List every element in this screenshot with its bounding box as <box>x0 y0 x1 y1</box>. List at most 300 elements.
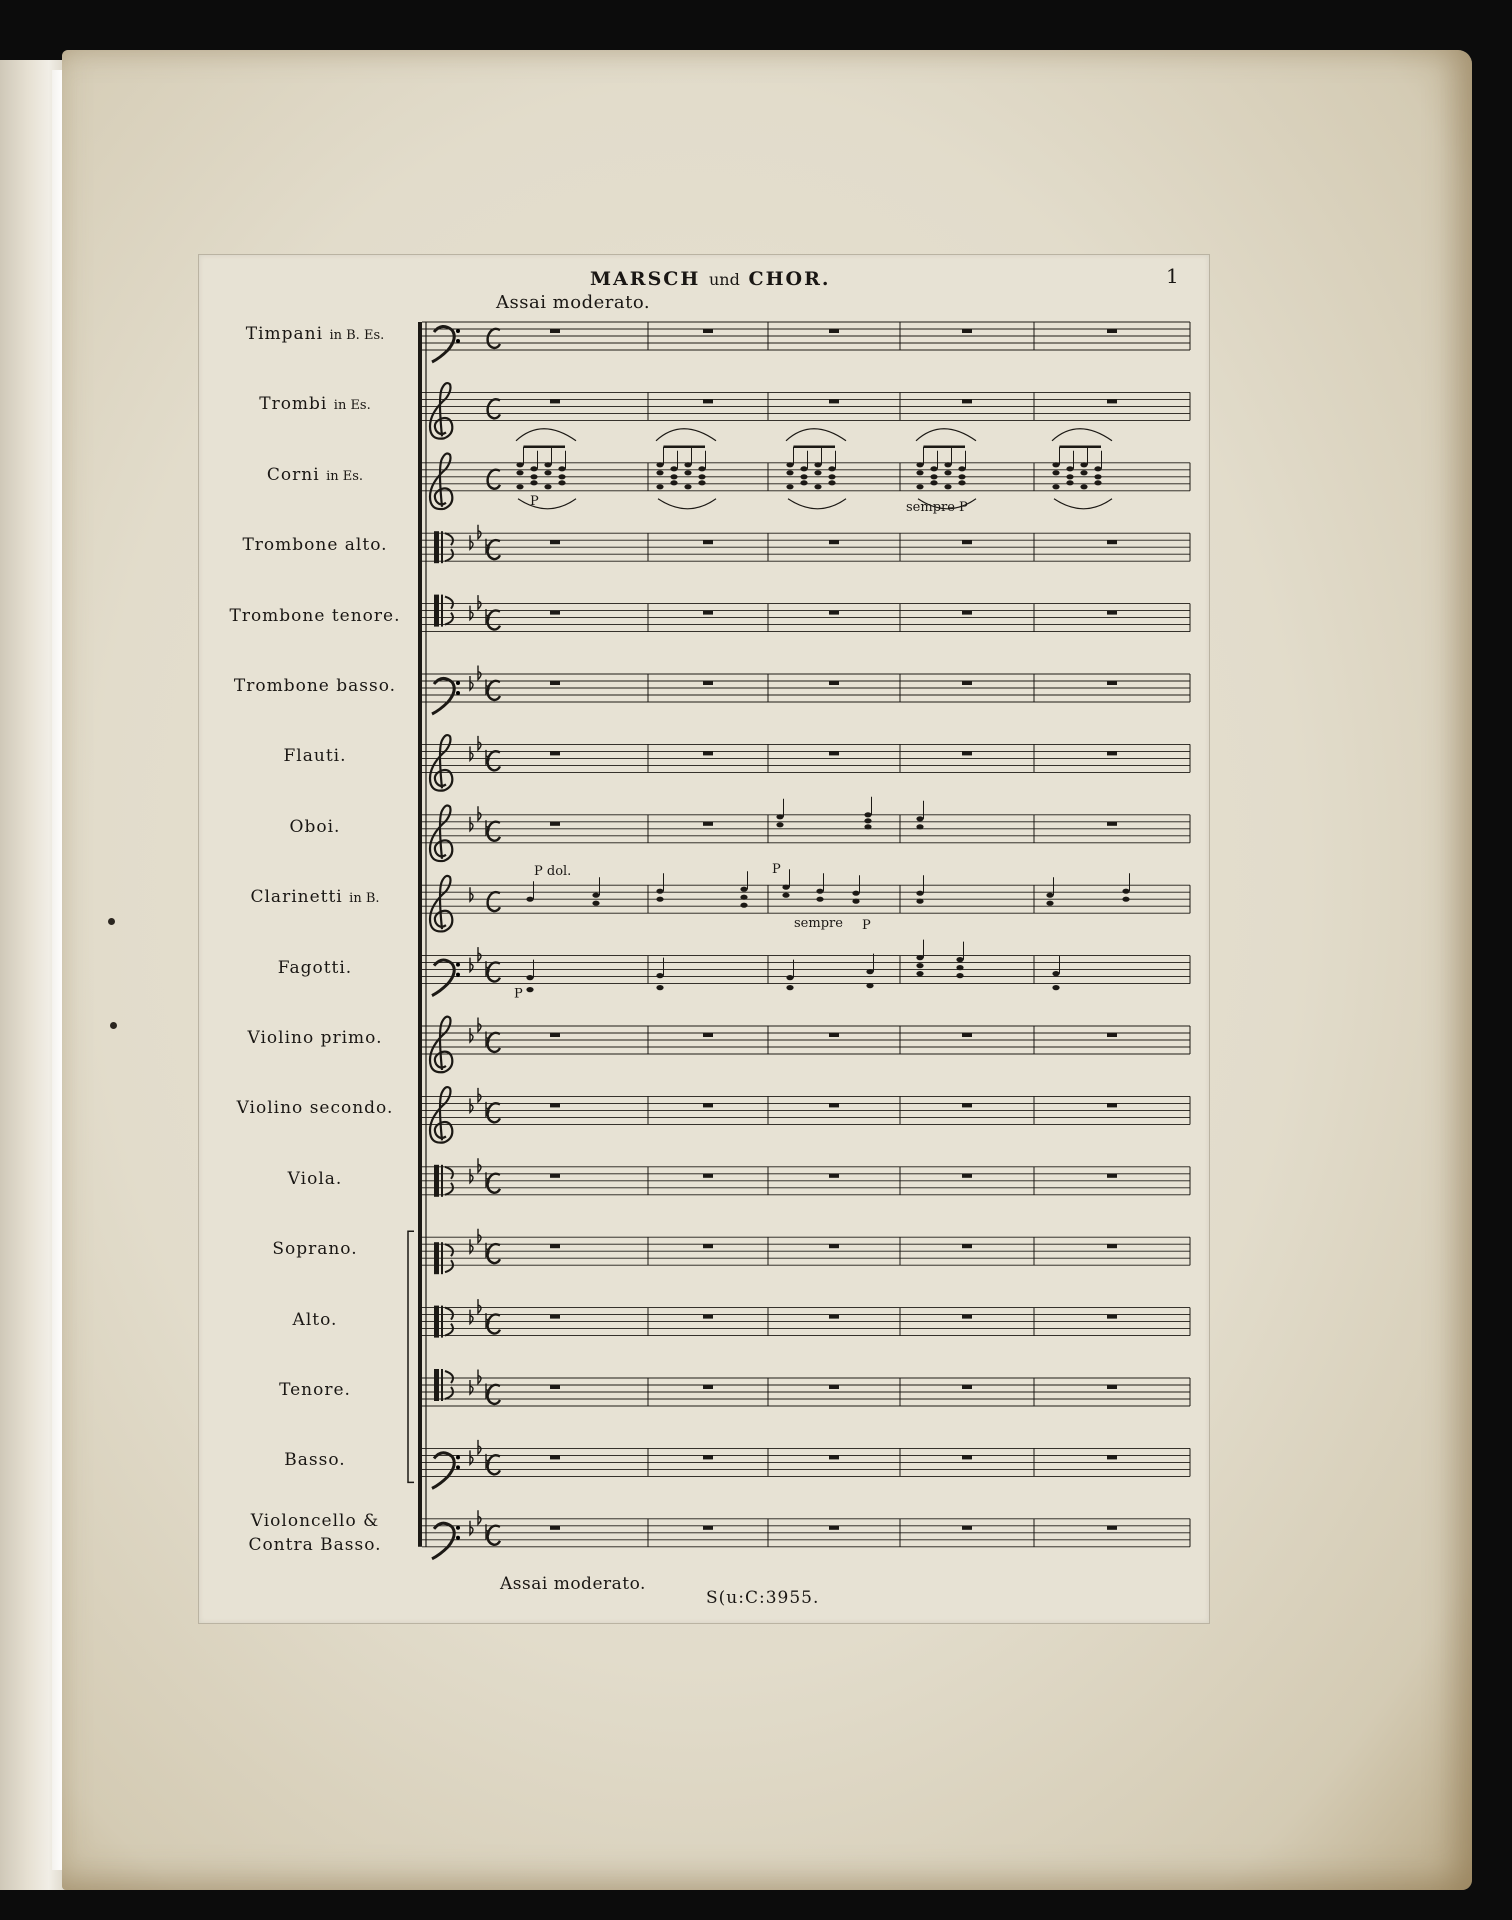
corni-notes <box>558 474 565 479</box>
common-time <box>488 329 500 348</box>
bass-clef-dot <box>456 1465 460 1469</box>
c-clef-bar <box>434 1369 439 1401</box>
whole-rest <box>550 1033 560 1037</box>
fagotti-notes <box>916 963 923 968</box>
corni-notes-slur <box>916 429 976 509</box>
common-time <box>488 399 500 418</box>
whole-rest <box>1107 1033 1117 1037</box>
whole-rest <box>550 681 560 685</box>
corni-notes <box>558 480 565 485</box>
corni-notes <box>828 466 835 471</box>
oboi-notes <box>864 812 871 817</box>
bass-clef-dot <box>456 691 460 695</box>
corni-notes <box>944 462 951 467</box>
corni-notes <box>786 470 793 475</box>
corni-notes <box>656 462 663 467</box>
corni-notes <box>516 470 523 475</box>
whole-rest <box>703 399 713 403</box>
corni-notes <box>516 484 523 489</box>
fagotti-notes <box>526 975 533 980</box>
corni-notes <box>1052 470 1059 475</box>
whole-rest <box>962 399 972 403</box>
whole-rest <box>550 399 560 403</box>
whole-rest <box>829 1174 839 1178</box>
whole-rest <box>703 1455 713 1459</box>
oboi-notes <box>916 824 923 829</box>
fagotti-notes <box>656 985 663 990</box>
choir-bracket <box>408 1231 414 1482</box>
corni-notes <box>1094 466 1101 471</box>
flat-sign <box>470 1521 473 1535</box>
whole-rest <box>550 1244 560 1248</box>
corni-notes <box>1066 480 1073 485</box>
clarinetti-notes <box>816 897 823 902</box>
whole-rest <box>829 540 839 544</box>
flat-sign <box>478 1158 481 1172</box>
bass-clef-dot <box>456 339 460 343</box>
flat-sign <box>478 1018 481 1032</box>
whole-rest <box>703 1315 713 1319</box>
whole-rest <box>1107 822 1117 826</box>
instrument-name: Timpani <box>245 324 324 344</box>
whole-rest <box>703 329 713 333</box>
corni-notes <box>1080 462 1087 467</box>
corni-notes <box>698 480 705 485</box>
whole-rest <box>550 751 560 755</box>
common-time <box>488 681 500 700</box>
c-clef-bar <box>441 531 443 563</box>
flat-sign <box>478 806 481 820</box>
corni-notes <box>530 480 537 485</box>
common-time <box>488 1526 500 1545</box>
whole-rest <box>703 1174 713 1178</box>
instrument-name: Fagotti. <box>277 957 353 978</box>
whole-rest <box>962 1244 972 1248</box>
corni-notes <box>670 466 677 471</box>
treble-clef <box>430 1017 452 1073</box>
instrument-detail: in Es. <box>326 468 364 484</box>
whole-rest <box>829 681 839 685</box>
clarinetti-notes <box>1122 897 1129 902</box>
clarinetti-notes <box>782 893 789 898</box>
whole-rest <box>703 1103 713 1107</box>
oboi-notes <box>776 822 783 827</box>
instrument-detail: in Es. <box>333 398 371 414</box>
whole-rest <box>550 1174 560 1178</box>
fagotti-notes <box>956 965 963 970</box>
corni-notes <box>800 466 807 471</box>
whole-rest <box>703 1244 713 1248</box>
instrument-name: Trombone basso. <box>233 676 397 696</box>
fagotti-notes <box>916 971 923 976</box>
whole-rest <box>550 329 560 333</box>
corni-notes <box>786 462 793 467</box>
fagotti-notes <box>656 973 663 978</box>
corni-notes <box>670 474 677 479</box>
clarinetti-notes <box>782 885 789 890</box>
fagotti-notes <box>956 973 963 978</box>
instrument-name: Corni <box>266 464 320 485</box>
instrument-name: Oboi. <box>289 816 341 837</box>
whole-rest <box>1107 1385 1117 1389</box>
c-clef-bar <box>434 531 439 563</box>
corni-notes <box>544 470 551 475</box>
whole-rest <box>1107 751 1117 755</box>
oboi-notes <box>864 818 871 823</box>
clarinetti-notes <box>592 893 599 898</box>
flat-sign <box>470 535 473 549</box>
corni-notes <box>544 484 551 489</box>
instrument-name: Violino secondo. <box>236 1098 394 1119</box>
bass-clef-dot <box>456 1526 460 1530</box>
title-und: und <box>708 270 740 289</box>
whole-rest <box>962 751 972 755</box>
corni-notes-slur <box>786 429 846 509</box>
flat-sign <box>478 1370 481 1384</box>
c-clef-bar <box>434 1306 439 1338</box>
corni-notes <box>800 480 807 485</box>
dynamic-marking: sempre P <box>906 499 968 515</box>
treble-clef <box>430 383 452 439</box>
clarinetti-notes <box>816 889 823 894</box>
instrument-name: Soprano. <box>272 1239 358 1260</box>
bass-clef <box>432 1523 454 1559</box>
corni-notes <box>814 484 821 489</box>
flat-sign <box>470 1380 473 1394</box>
flat-sign <box>478 1299 481 1313</box>
flat-sign <box>478 525 481 539</box>
instrument-name: Trombone tenore. <box>229 605 401 626</box>
clarinetti-notes <box>740 895 747 900</box>
common-time <box>488 962 500 981</box>
dynamic-marking: P <box>514 986 523 1002</box>
common-time <box>488 540 500 559</box>
common-time <box>488 1033 500 1052</box>
whole-rest <box>550 1385 560 1389</box>
treble-clef <box>430 735 452 791</box>
corni-notes <box>544 462 551 467</box>
instrument-name: Trombi <box>259 394 328 415</box>
corni-notes <box>944 470 951 475</box>
c-clef-bar <box>441 1369 443 1401</box>
corni-notes-slur <box>656 429 716 509</box>
flat-sign <box>478 666 481 680</box>
whole-rest <box>1107 1526 1117 1530</box>
title-main: MARSCH <box>590 268 701 290</box>
fagotti-notes <box>1052 971 1059 976</box>
clarinetti-notes <box>656 889 663 894</box>
whole-rest <box>550 1103 560 1107</box>
whole-rest <box>829 611 839 615</box>
corni-notes <box>558 466 565 471</box>
corni-notes <box>684 470 691 475</box>
common-time <box>488 1455 500 1474</box>
instrument-name: Violoncello & <box>250 1510 380 1531</box>
corni-notes <box>516 462 523 467</box>
corni-notes <box>958 474 965 479</box>
whole-rest <box>550 1315 560 1319</box>
fagotti-notes <box>956 957 963 962</box>
instrument-name: Violino primo. <box>247 1028 383 1048</box>
instrument-name-line2: Contra Basso. <box>248 1534 382 1555</box>
whole-rest <box>703 1385 713 1389</box>
flat-sign <box>470 746 473 760</box>
plate-number: S(u:C:3955. <box>706 1588 820 1608</box>
common-time <box>488 822 500 841</box>
whole-rest <box>1107 1315 1117 1319</box>
corni-notes <box>1052 484 1059 489</box>
flat-sign <box>470 1310 473 1324</box>
treble-clef <box>430 805 452 861</box>
flat-sign <box>478 1229 481 1243</box>
common-time <box>488 1244 500 1263</box>
clarinetti-notes <box>740 903 747 908</box>
whole-rest <box>703 681 713 685</box>
corni-notes <box>1080 484 1087 489</box>
whole-rest <box>829 1244 839 1248</box>
treble-clef <box>430 1087 452 1143</box>
treble-clef <box>430 453 452 509</box>
dynamic-marking: sempre <box>794 916 843 932</box>
corni-notes <box>930 474 937 479</box>
corni-notes <box>698 474 705 479</box>
corni-notes <box>930 466 937 471</box>
common-time <box>488 1103 500 1122</box>
whole-rest <box>703 1526 713 1530</box>
fagotti-notes <box>916 955 923 960</box>
dynamic-marking: P dol. <box>534 864 572 880</box>
tempo-bottom: Assai moderato. <box>500 1574 646 1594</box>
flat-sign <box>478 1510 481 1524</box>
corni-notes <box>530 474 537 479</box>
instrument-name: Viola. <box>287 1168 343 1189</box>
corni-notes <box>828 474 835 479</box>
dynamic-marking: P <box>862 918 871 934</box>
corni-notes <box>814 462 821 467</box>
corni-notes <box>944 484 951 489</box>
whole-rest <box>962 1174 972 1178</box>
whole-rest <box>550 822 560 826</box>
oboi-notes <box>916 816 923 821</box>
corni-notes <box>958 480 965 485</box>
whole-rest <box>1107 681 1117 685</box>
whole-rest <box>829 751 839 755</box>
common-time <box>488 751 500 770</box>
flat-sign <box>478 1440 481 1454</box>
whole-rest <box>962 540 972 544</box>
whole-rest <box>1107 1244 1117 1248</box>
dynamic-marking: P <box>772 862 781 878</box>
common-time <box>488 1385 500 1404</box>
corni-notes <box>1080 470 1087 475</box>
whole-rest <box>1107 329 1117 333</box>
bass-clef-dot <box>456 1455 460 1459</box>
whole-rest <box>703 540 713 544</box>
dynamic-marking: P <box>530 493 539 509</box>
c-clef-bar <box>441 1165 443 1197</box>
flat-sign <box>478 1088 481 1102</box>
whole-rest <box>829 1103 839 1107</box>
oboi-notes <box>776 814 783 819</box>
fagotti-notes <box>1052 985 1059 990</box>
instrument-detail: in B. <box>349 891 380 907</box>
whole-rest <box>962 329 972 333</box>
whole-rest <box>962 1385 972 1389</box>
whole-rest <box>829 1315 839 1319</box>
whole-rest <box>829 1385 839 1389</box>
corni-notes <box>1094 480 1101 485</box>
whole-rest <box>703 1033 713 1037</box>
whole-rest <box>829 399 839 403</box>
common-time <box>488 892 500 911</box>
corni-notes <box>958 466 965 471</box>
corni-notes <box>670 480 677 485</box>
flat-sign <box>470 1098 473 1112</box>
c-clef-bar <box>434 1242 439 1274</box>
bass-clef-dot <box>456 1536 460 1540</box>
whole-rest <box>829 1033 839 1037</box>
whole-rest <box>703 611 713 615</box>
fagotti-notes <box>786 985 793 990</box>
corni-notes <box>916 462 923 467</box>
corni-notes <box>656 470 663 475</box>
clarinetti-notes <box>656 897 663 902</box>
corni-notes <box>930 480 937 485</box>
corni-notes <box>530 466 537 471</box>
c-clef-bar <box>434 595 439 627</box>
c-clef-bar <box>441 1306 443 1338</box>
bass-clef-dot <box>456 963 460 967</box>
whole-rest <box>962 1315 972 1319</box>
corni-notes <box>800 474 807 479</box>
fagotti-notes <box>866 983 873 988</box>
corni-notes <box>656 484 663 489</box>
bass-clef <box>432 1453 454 1489</box>
corni-notes <box>916 470 923 475</box>
whole-rest <box>1107 1103 1117 1107</box>
instrument-name: Alto. <box>292 1309 338 1330</box>
corni-notes <box>684 484 691 489</box>
whole-rest <box>829 329 839 333</box>
instrument-name: Basso. <box>284 1450 346 1471</box>
clarinetti-notes <box>1122 889 1129 894</box>
whole-rest <box>1107 1174 1117 1178</box>
fagotti-notes <box>786 975 793 980</box>
corni-notes <box>684 462 691 467</box>
whole-rest <box>829 1455 839 1459</box>
treble-clef <box>430 876 452 932</box>
whole-rest <box>962 611 972 615</box>
flat-sign <box>478 736 481 750</box>
whole-rest <box>962 681 972 685</box>
whole-rest <box>1107 1455 1117 1459</box>
corni-notes <box>1052 462 1059 467</box>
corni-notes-slur <box>1052 429 1112 509</box>
whole-rest <box>550 1526 560 1530</box>
flat-sign <box>470 1028 473 1042</box>
oboi-notes <box>864 824 871 829</box>
clarinetti-notes <box>852 891 859 896</box>
whole-rest <box>962 1033 972 1037</box>
flat-sign <box>470 676 473 690</box>
flat-sign <box>470 1450 473 1464</box>
bass-clef-dot <box>456 681 460 685</box>
clarinetti-notes <box>916 891 923 896</box>
flat-sign <box>470 606 473 620</box>
corni-notes <box>698 466 705 471</box>
common-time <box>488 470 500 489</box>
whole-rest <box>962 1455 972 1459</box>
fagotti-notes <box>526 987 533 992</box>
flat-sign <box>470 817 473 831</box>
instrument-name: Trombone alto. <box>242 535 388 556</box>
whole-rest <box>1107 611 1117 615</box>
fagotti-notes <box>866 969 873 974</box>
flat-sign <box>470 1239 473 1253</box>
bass-clef-dot <box>456 973 460 977</box>
clarinetti-notes <box>1046 893 1053 898</box>
whole-rest <box>1107 540 1117 544</box>
corni-notes <box>1094 474 1101 479</box>
corni-notes <box>828 480 835 485</box>
flat-sign <box>470 887 473 901</box>
clarinetti-notes <box>916 899 923 904</box>
c-clef-bar <box>441 595 443 627</box>
whole-rest <box>550 540 560 544</box>
whole-rest <box>550 1455 560 1459</box>
clarinetti-notes <box>852 899 859 904</box>
whole-rest <box>829 1526 839 1530</box>
whole-rest <box>962 1526 972 1530</box>
common-time <box>488 1174 500 1193</box>
corni-notes <box>814 470 821 475</box>
instrument-detail: in B. Es. <box>329 328 385 343</box>
common-time <box>488 1314 500 1333</box>
clarinetti-notes <box>592 901 599 906</box>
common-time <box>488 610 500 629</box>
whole-rest <box>703 751 713 755</box>
c-clef-bar <box>434 1165 439 1197</box>
bass-clef-dot <box>456 329 460 333</box>
page-number: 1 <box>1166 264 1179 288</box>
flat-sign <box>470 1169 473 1183</box>
whole-rest <box>1107 399 1117 403</box>
corni-notes <box>1066 474 1073 479</box>
tempo-top: Assai moderato. <box>496 292 651 313</box>
flat-sign <box>478 595 481 609</box>
whole-rest <box>703 822 713 826</box>
corni-notes <box>1066 466 1073 471</box>
instrument-name: Clarinetti <box>250 887 343 908</box>
bass-clef <box>432 326 454 362</box>
corni-notes-slur <box>516 429 576 509</box>
clarinetti-notes <box>740 887 747 892</box>
corni-notes <box>916 484 923 489</box>
flat-sign <box>470 958 473 972</box>
whole-rest <box>962 1103 972 1107</box>
bass-clef <box>432 960 454 996</box>
whole-rest <box>550 611 560 615</box>
corni-notes <box>786 484 793 489</box>
clarinetti-notes <box>526 897 533 902</box>
instrument-name: Flauti. <box>283 746 347 767</box>
flat-sign <box>478 947 481 961</box>
c-clef-bar <box>441 1242 443 1274</box>
clarinetti-notes <box>1046 901 1053 906</box>
title-end: CHOR. <box>748 268 831 290</box>
instrument-name: Tenore. <box>279 1380 351 1400</box>
bass-clef <box>432 678 454 714</box>
